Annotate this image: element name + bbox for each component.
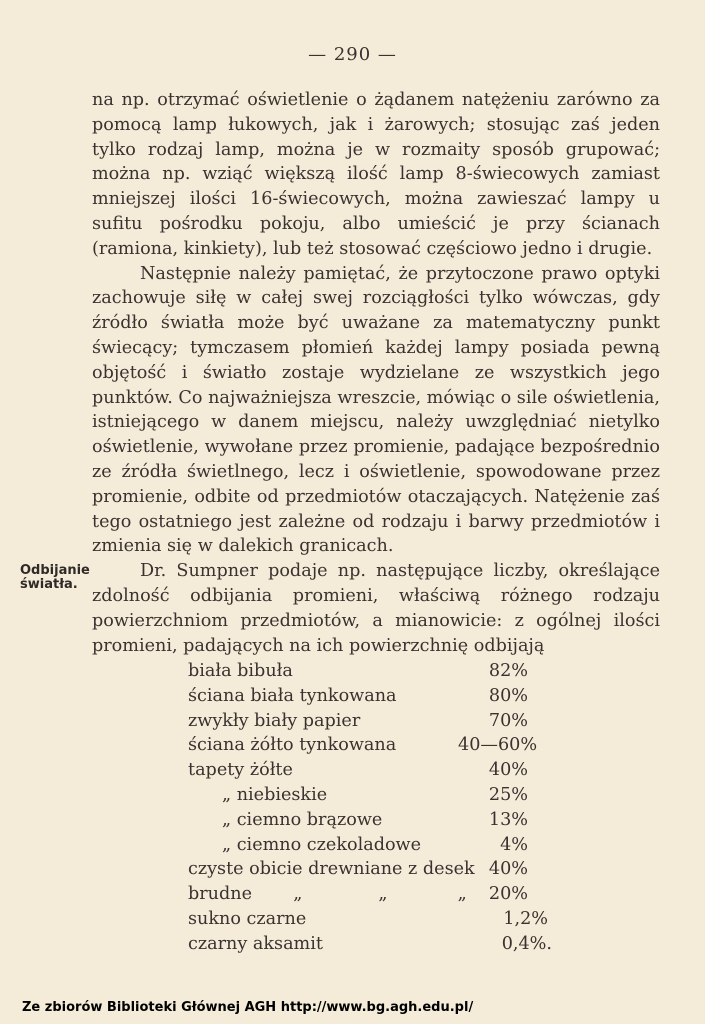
reflectance-value: 40—60% [458, 735, 538, 756]
reflectance-value: 80% [488, 685, 528, 706]
material-label: „ ciemno czekoladowe [222, 834, 422, 855]
paragraph-3: Dr. Sumpner podaje np. następujące liczby, określające zdolność odbijania promieni, właściwą różnego rodzaju powierzchniom przedmiotów, a mianowicie: z ogólnej ilości promieni, padających na ich powierzchnię odbijają [92, 561, 660, 656]
material-label: ściana biała tynkowana [188, 685, 397, 706]
table-row [188, 684, 588, 709]
material-label: czarny aksamit [188, 933, 323, 954]
reflectance-value: 82% [488, 661, 528, 681]
reflectance-value: 0,4%. [501, 933, 552, 954]
material-label: „ ciemno brązowe [222, 809, 383, 830]
table-row [188, 857, 588, 882]
table-row [188, 932, 588, 957]
material-label: czyste obicie drewniane z desek [188, 859, 475, 880]
material-label-group [188, 882, 478, 907]
reflectance-value: 40% [488, 859, 528, 880]
reflectance-value: 20% [488, 884, 528, 905]
ditto-mark: „ [457, 884, 467, 905]
reflectance-value: 25% [488, 784, 528, 805]
margin-note-line-1: Odbijanie [20, 563, 90, 578]
material-label: brudne [188, 884, 253, 905]
table-row [188, 758, 588, 783]
material-label: tapety żółte [188, 760, 293, 781]
reflectance-value: 13% [488, 809, 528, 830]
material-label: zwykły biały papier [188, 710, 361, 731]
body-text [92, 88, 660, 658]
paragraph-2: Następnie należy pamiętać, że przytoczone prawo optyki zachowuje siłę w całej swej rozciągłości tylko wówczas, gdy źródło światła może być uważane za matematyczny punkt świecący; tymczasem płomień każdej lampy posiada pewną objętość i światło zostaje wydzielane ze wszystkich jego punktów. Co najważniejsza wreszcie, mówiąc o sile oświetlenia, istniejącego w danem miejscu, należy uwzględniać nietylko oświetlenie, wywołane przez promienie, padające bezpośrednio ze źródła świetlnego, lecz i oświetlenie, spowodowane przez promienie, odbite od przedmiotów otaczających. Natężenie zaś tego ostatniego jest zależne od rodzaju i barwy przedmiotów i zmienia się w dalekich granicach. [92, 263, 660, 557]
material-label: ściana żółto tynkowana [188, 735, 397, 756]
paragraph-1: na np. otrzymać oświetlenie o żądanem natężeniu zarówno za pomocą lamp łukowych, jak i żarowych; stosując zaś jeden tylko rodzaj lamp, można je w rozmaity sposób grupować; można np. wziąć większą ilość lamp 8-świecowych zamiast mniejszej ilości 16-świecowych, można zawieszać lampy u sufitu pośrodku pokoju, albo umieścić je przy ścianach (ramiona, kinkiety), lub też stosować częściowo jedno i drugie. [92, 90, 660, 259]
table-row [188, 833, 588, 858]
margin-note-line-2: światła. [20, 577, 78, 592]
table-row [188, 733, 588, 758]
material-label: biała bibuła [188, 661, 293, 681]
library-footer [22, 1000, 473, 1015]
reflectance-table [188, 659, 588, 957]
material-label: sukno czarne [188, 908, 307, 929]
footer-text: Ze zbiorów Biblioteki Głównej AGH [22, 1000, 277, 1015]
table-row [188, 783, 588, 808]
material-label: „ niebieskie [222, 784, 328, 805]
table-row [188, 882, 588, 907]
footer-link[interactable]: http://www.bg.agh.edu.pl/ [280, 1000, 474, 1015]
ditto-mark: „ [293, 884, 303, 905]
table-row [188, 808, 588, 833]
reflectance-value: 1,2% [503, 908, 548, 929]
reflectance-value: 70% [488, 710, 528, 731]
reflectance-value: 4% [500, 834, 528, 855]
ditto-mark: „ [378, 884, 388, 905]
margin-note [20, 564, 100, 592]
reflectance-value: 40% [488, 760, 528, 781]
table-row [188, 659, 588, 684]
page-number: — 290 — [308, 44, 397, 65]
table-row [188, 709, 588, 734]
table-row [188, 907, 588, 932]
